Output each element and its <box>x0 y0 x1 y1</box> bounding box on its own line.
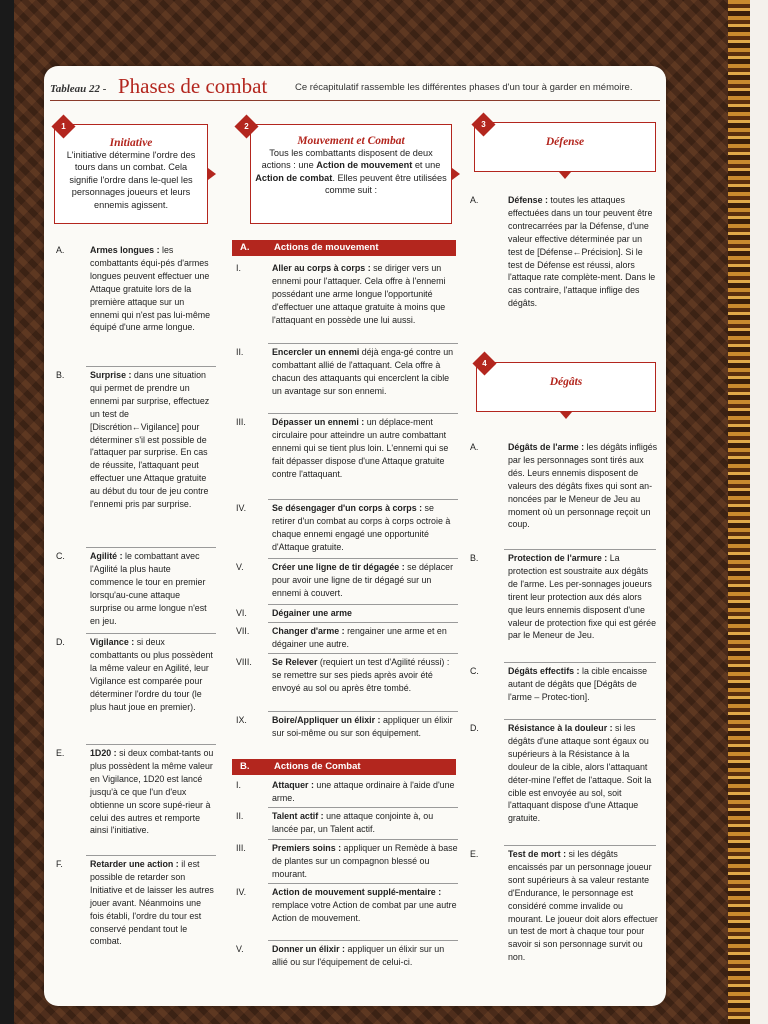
item-label: VI. <box>236 608 247 618</box>
item-text: Dégainer une arme <box>272 608 352 618</box>
item-label: VIII. <box>236 657 252 667</box>
divider <box>86 855 216 856</box>
page-sheet <box>44 66 666 1006</box>
item-text: Encercler un ennemi déjà enga-gé contre un combattant allié de l'attaquant. Cela offre à chacun des attaquants qui encerclent la cible un avantage sur son ennemi. <box>272 347 454 396</box>
item-text: Boire/Appliquer un élixir : appliquer un élixir sur soi-même ou sur son équipement. <box>272 715 453 738</box>
divider <box>504 549 656 550</box>
item-label: III. <box>236 843 246 853</box>
item-text: Talent actif : une attaque conjointe à, ou lancée par, un Talent actif. <box>272 811 434 834</box>
item-text: Retarder une action : il est possible de retarder son Initiative et de laisser les autres jouer avant. Néanmoins une fois établi, l'ordre du tour est conservé pendant tout le combat. <box>90 859 214 947</box>
item-text: Se désengager d'un corps à corps : se retirer d'un combat au corps à corps octroie à chaque ennemi engagé une opportunité d'Attaque gratuite. <box>272 503 451 552</box>
phase-title: Dégâts <box>549 376 583 388</box>
divider <box>268 558 458 559</box>
item-label: V. <box>236 562 244 572</box>
phase-text: L'initiative détermine l'ordre des tours dans un combat. Cela signifie l'ordre dans le-quel les personnages joueurs et leurs ennemis agissent. <box>66 150 196 210</box>
item-label: D. <box>56 637 65 647</box>
phase-box-defense <box>474 122 656 172</box>
item-label: II. <box>236 347 244 357</box>
item-label: C. <box>470 666 479 676</box>
item-text: Dégâts de l'arme : les dégâts infligés par les personnages sont tirés aux dés. Leurs ennemis disposent de valeurs des dégâts fixes qui sont an-noncées par le Meneur de Jeu au moment où un personnage reçoit un coup. <box>508 442 658 530</box>
item-label: VII. <box>236 626 250 636</box>
item-text: Résistance à la douleur : si les dégâts d'une attaque sont égaux ou supérieurs à la Résistance à la douleur de la cible, alors l'attaquant déter-mine l'effet de l'attaque. Soit la cible est envoyée au sol, soit l'attaquant dispose d'une Attaque gratuite. <box>508 723 652 824</box>
divider <box>268 653 458 654</box>
divider <box>268 883 458 884</box>
item-label: V. <box>236 944 244 954</box>
item-text: Dépasser un ennemi : un déplace-ment circulaire pour atteindre un autre combattant ennemi qui se tient plus loin. L'ennemi qui se fait dépasser dispose d'une Attaque gratuite contre l'attaquant. <box>272 417 449 479</box>
divider <box>268 940 458 941</box>
item-text: Dégâts effectifs : la cible encaisse autant de dégâts que [Dégâts de l'arme – Protec-tion]. <box>508 666 648 702</box>
item-label: I. <box>236 263 241 273</box>
divider <box>268 413 458 414</box>
page-title: Phases de combat <box>118 74 268 98</box>
item-label: IX. <box>236 715 247 725</box>
divider <box>504 719 656 720</box>
page-header <box>50 74 660 101</box>
divider <box>268 622 458 623</box>
item-text: 1D20 : si deux combat-tants ou plus possèdent la même valeur en Vigilance, 1D20 est lancé jusqu'à ce que l'un d'eux obtienne un score supé-rieur à celui des autres et remporte ainsi l'initiative. <box>90 748 214 836</box>
divider <box>86 547 216 548</box>
phase-box-mouvement-combat <box>250 124 452 224</box>
phase-text: Tous les combattants disposent de deux actions : une Action de mouvement et une Action de combat. Elles peuvent être utilisées comme suit : <box>255 148 447 196</box>
item-text: Changer d'arme : rengainer une arme et en dégainer une autre. <box>272 626 447 649</box>
phase-number-badge: 2 <box>234 114 258 138</box>
item-text: Protection de l'armure : La protection est soustraite aux dégâts de l'arme. Les per-sonnages joueurs tirent leur protection aux dés alors que leurs ennemis disposent d'une valeur de protection fixe qui est gérée par le Meneur de Jeu. <box>508 553 657 641</box>
divider <box>268 604 458 605</box>
ornamental-border <box>728 0 750 1024</box>
item-label: I. <box>236 780 241 790</box>
item-label: A. <box>470 442 479 452</box>
item-label: E. <box>56 748 65 758</box>
divider <box>504 662 656 663</box>
divider <box>268 807 458 808</box>
item-label: E. <box>470 849 479 859</box>
divider <box>268 343 458 344</box>
item-label: A. <box>470 195 479 205</box>
item-text: Défense : toutes les attaques effectuées dans un tour peuvent être contrecarrées par la Défense, d'une valeur effective déterminée par un test de [Défense←Précision]. Si le test de Défense est réussi, alors l'attaque rate complète-ment. Dans le cas contraire, l'attaque inflige des dégâts. <box>508 195 656 309</box>
item-label: F. <box>56 859 63 869</box>
phase-title: Défense <box>545 136 585 148</box>
item-text: Aller au corps à corps : se diriger vers un ennemi pour l'attaquer. Cela offre à l'ennemi possédant une arme longue l'opportunité d'effectuer une attaque gratuite à moins que l'attaquant en possède une lui aussi. <box>272 263 446 325</box>
divider <box>268 499 458 500</box>
item-label: C. <box>56 551 65 561</box>
item-label: II. <box>236 811 244 821</box>
right-margin <box>750 0 768 1024</box>
table-number: Tableau 22 - <box>50 83 107 95</box>
section-bar-mouvement: A. Actions de mouvement <box>232 240 456 256</box>
left-edge <box>0 0 14 1024</box>
item-label: B. <box>56 370 65 380</box>
divider <box>86 366 216 367</box>
item-label: A. <box>56 245 65 255</box>
phase-title: Mouvement et Combat <box>297 135 405 147</box>
item-text: Agilité : le combattant avec l'Agilité la plus haute commence le tour en premier lorsqu'au-cune attaque surprise ou arme longue n'est en jeu. <box>90 551 207 626</box>
phase-box-degats <box>476 362 656 412</box>
item-text: Créer une ligne de tir dégagée : se déplacer pour avoir une ligne de tir dégagé sur un ennemi à couvert. <box>272 562 454 598</box>
item-text: Se Relever (requiert un test d'Agilité réussi) : se remettre sur ses pieds après avoir été envoyé au sol ou après être tombé. <box>272 657 450 693</box>
item-label: IV. <box>236 503 247 513</box>
divider <box>268 711 458 712</box>
item-label: B. <box>470 553 479 563</box>
item-text: Surprise : dans une situation qui permet de prendre un ennemi par surprise, effectuez un test de [Discrétion←Vigilance] pour déterminer s'il est possible de l'attaquer par surprise. En cas de réussite, l'attaquant peut effectuer une Attaque gratuite au début du tour de jeu contre l'ennemi pris par surprise. <box>90 370 210 510</box>
item-text: Test de mort : si les dégâts encaissés par un personnage joueur sont supérieurs à sa valeur restante d'Endurance, le personnage est considéré comme invalide ou mourant. Le joueur doit alors effectuer un test de mort à chaque tour pour savoir si son personnage survit ou non. <box>508 849 658 963</box>
page-subtitle: Ce récapitulatif rassemble les différentes phases d'un tour à garder en mémoire. <box>295 82 633 93</box>
item-label: D. <box>470 723 479 733</box>
divider <box>268 839 458 840</box>
item-text: Premiers soins : appliquer un Remède à base de plantes sur un compagnon blessé ou mourant. <box>272 843 458 879</box>
item-text: Donner un élixir : appliquer un élixir sur un allié ou sur l'équipement de celui-ci. <box>272 944 445 967</box>
item-label: III. <box>236 417 246 427</box>
divider <box>504 845 656 846</box>
item-text: Action de mouvement supplé-mentaire : remplace votre Action de combat par une autre Action de mouvement. <box>272 887 457 923</box>
item-text: Attaquer : une attaque ordinaire à l'aide d'une arme. <box>272 780 455 803</box>
phase-number-badge: 3 <box>471 112 495 136</box>
item-text: Armes longues : les combattants équi-pés d'armes longues peuvent effectuer une Attaque gratuite lors de la première attaque sur un ennemi qui n'est pas lui-même équipé d'une arme longue. <box>90 245 211 333</box>
item-text: Vigilance : si deux combattants ou plus possèdent la même valeur en Agilité, leur Vigilance est comparée pour déterminer l'ordre du tour (le plus haut joue en premier). <box>90 637 213 712</box>
divider <box>86 744 216 745</box>
section-bar-combat: B. Actions de Combat <box>232 759 456 775</box>
phase-title: Initiative <box>109 137 153 149</box>
phase-box-initiative <box>54 124 208 224</box>
phase-number-badge: 1 <box>51 114 75 138</box>
item-label: IV. <box>236 887 247 897</box>
divider <box>86 633 216 634</box>
phase-number-badge: 4 <box>472 351 496 375</box>
